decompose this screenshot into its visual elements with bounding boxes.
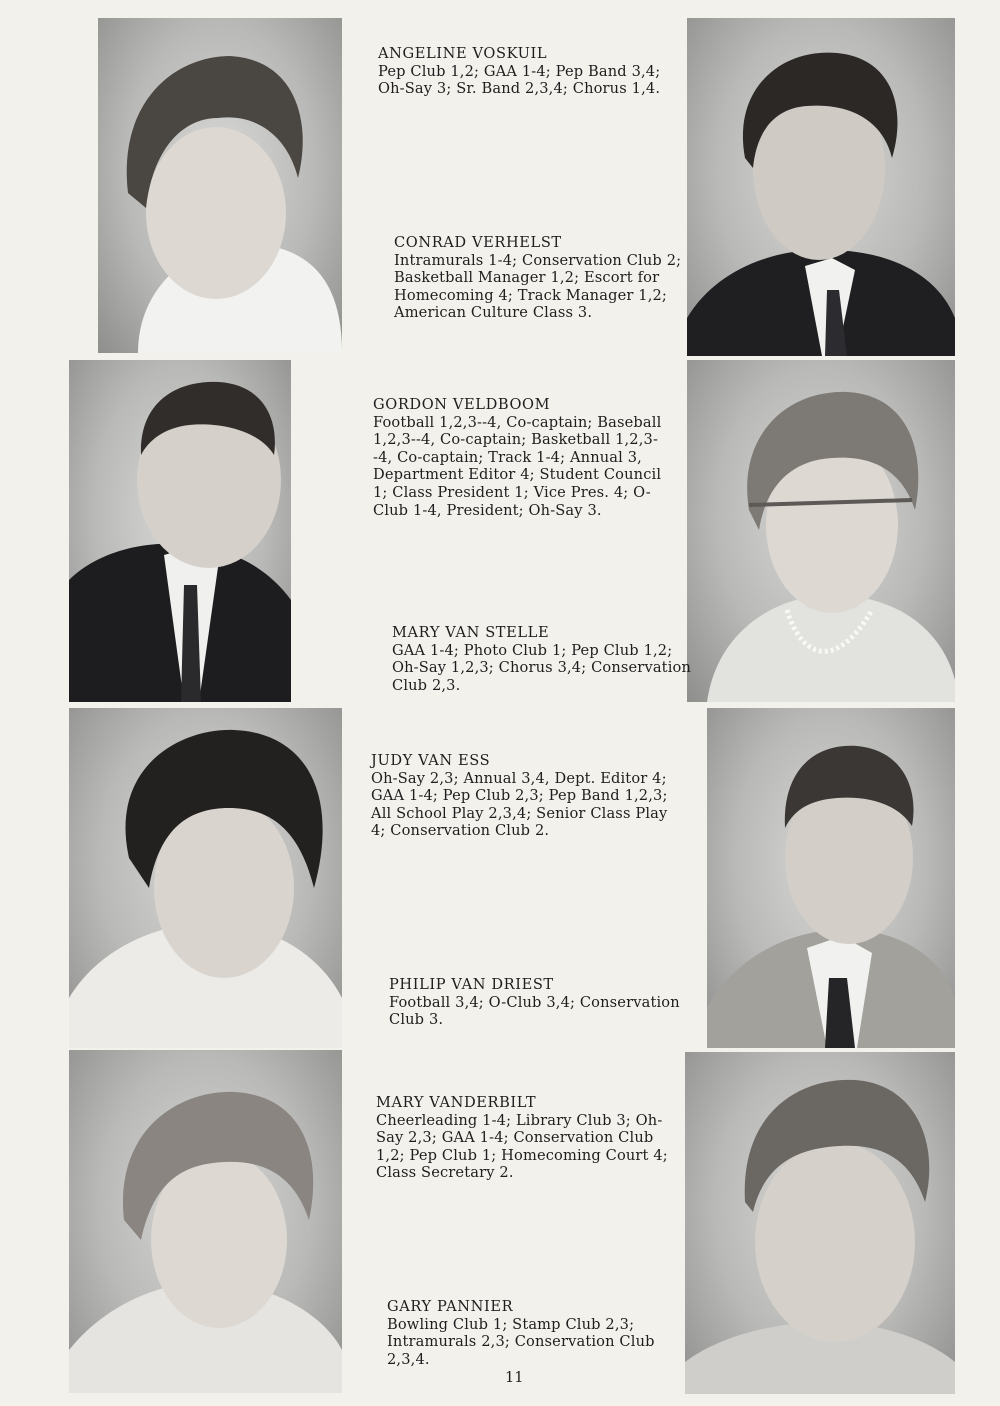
senior-entry [378,45,678,98]
portrait-photo-philip-van-driest [707,708,955,1048]
portrait-photo-judy-van-ess [69,708,342,1048]
senior-name: JUDY VAN ESS [371,752,491,769]
senior-entry [371,752,671,840]
portrait-photo-mary-vanderbilt [69,1050,342,1393]
senior-activities: Pep Club 1,2; GAA 1-4; Pep Band 3,4; Oh-Say 3; Sr. Band 2,3,4; Chorus 1,4. [378,62,661,98]
senior-name: ANGELINE VOSKUIL [378,45,548,62]
senior-activities: Football 3,4; O-Club 3,4; Conservation Club 3. [389,993,680,1029]
senior-entry [392,624,692,694]
senior-activities: Cheerleading 1-4; Library Club 3; Oh-Say 2,3; GAA 1-4; Conservation Club 1,2; Pep Club 1; Homecoming Court 4; Class Secretary 2. [376,1111,668,1182]
senior-name: GORDON VELDBOOM [373,396,551,413]
senior-activities: GAA 1-4; Photo Club 1; Pep Club 1,2; Oh-Say 1,2,3; Chorus 3,4; Conservation Club 2,3. [392,641,691,694]
senior-name: MARY VANDERBILT [376,1094,537,1111]
senior-activities: Bowling Club 1; Stamp Club 2,3; Intramurals 2,3; Conservation Club 2,3,4. [387,1315,655,1368]
senior-name: PHILIP VAN DRIEST [389,976,554,993]
senior-name: MARY VAN STELLE [392,624,550,641]
senior-entry [373,396,673,519]
senior-entry [376,1094,676,1182]
senior-activities: Football 1,2,3--4, Co-captain; Baseball 1,2,3--4, Co-captain; Basketball 1,2,3--4, Co-captain; Track 1-4; Annual 3, Department Editor 4; Student Council 1; Class President 1; Vice Pres. 4; O-Club 1-4, President; Oh-Say 3. [373,413,662,519]
portrait-photo-gordon-veldboom [69,360,291,702]
portrait-photo-angeline-voskuil [98,18,342,353]
portrait-photo-gary-pannier [685,1052,955,1394]
portrait-photo-mary-van-stelle [687,360,955,702]
senior-name: GARY PANNIER [387,1298,514,1315]
senior-activities: Oh-Say 2,3; Annual 3,4, Dept. Editor 4; GAA 1-4; Pep Club 2,3; Pep Band 1,2,3; All School Play 2,3,4; Senior Class Play 4; Conservation Club 2. [371,769,668,840]
portrait-photo-conrad-verhelst [687,18,955,356]
senior-entry [394,234,694,322]
page-number: 11 [505,1369,524,1386]
senior-activities: Intramurals 1-4; Conservation Club 2; Basketball Manager 1,2; Escort for Homecoming 4; Track Manager 1,2; American Culture Class 3. [394,251,682,322]
senior-name: CONRAD VERHELST [394,234,562,251]
senior-entry [387,1298,687,1368]
senior-entry [389,976,689,1029]
